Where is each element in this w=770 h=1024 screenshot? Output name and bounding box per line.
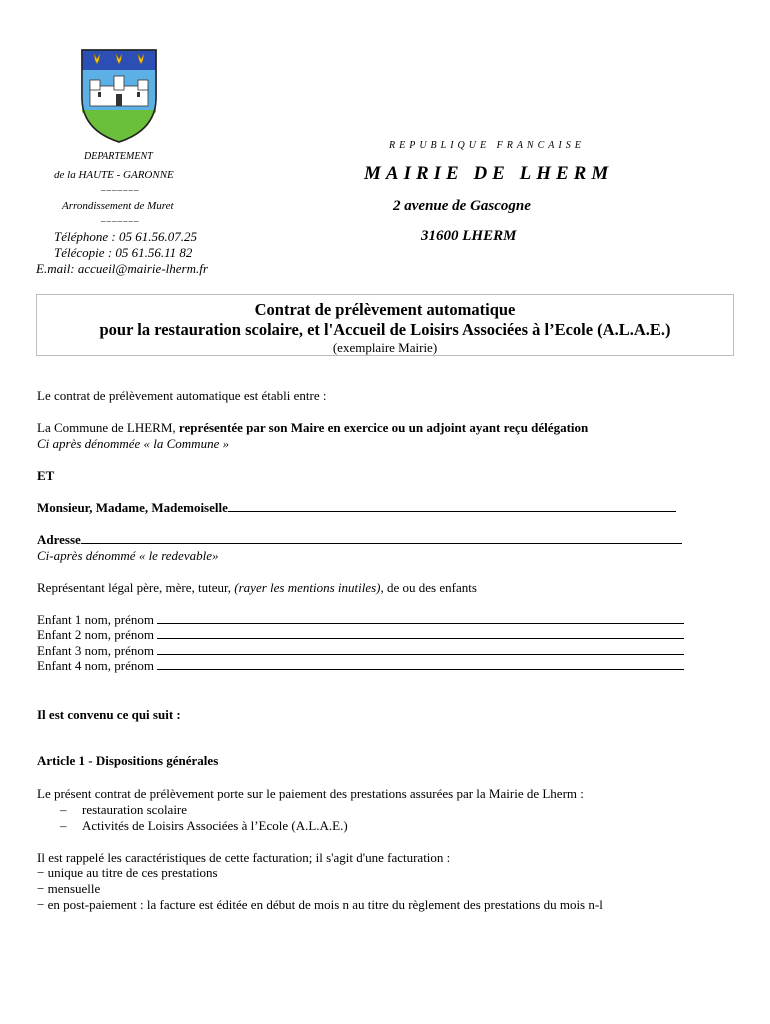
separator-2: _______ xyxy=(101,213,140,223)
facturation-item: − unique au titre de ces prestations xyxy=(37,865,218,880)
enfant-row xyxy=(37,612,684,628)
address-city: 31600 LHERM xyxy=(421,228,517,244)
email-text: E.mail: accueil@mairie-lherm.fr xyxy=(36,261,208,276)
commune-prefix: La Commune de LHERM, xyxy=(37,420,179,435)
contract-title: Contrat de prélèvement automatique xyxy=(254,300,516,319)
facturation-item: − en post-paiement : la facture est éditée en début de mois n au titre du règlement des prestations du mois n-l xyxy=(37,897,603,912)
enfant-row xyxy=(37,643,684,659)
monsieur-field-row xyxy=(37,500,676,516)
article1-item xyxy=(60,818,348,834)
commune-line xyxy=(37,420,588,436)
convenu-heading: Il est convenu ce qui suit : xyxy=(37,707,181,722)
adresse-fill-line[interactable] xyxy=(81,532,682,544)
address-street: 2 avenue de Gascogne xyxy=(393,198,531,214)
commune-named: Ci après dénommée « la Commune » xyxy=(37,436,230,451)
enfant-row xyxy=(37,658,684,674)
representant-italic: (rayer les mentions inutiles) xyxy=(234,580,381,595)
article1-heading: Article 1 - Dispositions générales xyxy=(37,753,219,768)
telephone-text: Téléphone : 05 61.56.07.25 xyxy=(54,229,197,244)
enfant-label: Enfant 3 nom, prénom xyxy=(37,643,154,658)
enfant-fill-line[interactable] xyxy=(157,658,684,670)
enfant-label: Enfant 2 nom, prénom xyxy=(37,627,154,642)
monsieur-fill-line[interactable] xyxy=(228,500,676,512)
enfant-fill-line[interactable] xyxy=(157,627,684,639)
enfant-label: Enfant 4 nom, prénom xyxy=(37,658,154,673)
enfant-label: Enfant 1 nom, prénom xyxy=(37,612,154,627)
contract-subtitle: pour la restauration scolaire, et l'Accueil de Loisirs Associées à l’Ecole (A.L.A.E.) xyxy=(99,320,671,339)
coat-of-arms-logo xyxy=(80,48,158,144)
enfant-fill-line[interactable] xyxy=(157,643,684,655)
haute-garonne-label: de la HAUTE - GARONNE xyxy=(54,169,174,181)
representant-prefix: Représentant légal père, mère, tuteur, xyxy=(37,580,235,595)
facturation-text: Il est rappelé les caractéristiques de cette facturation; il s'agit d'une facturation : xyxy=(37,850,451,865)
contract-title-box xyxy=(36,294,734,356)
departement-label: DEPARTEMENT xyxy=(84,151,153,162)
republique-francaise: REPUBLIQUE FRANCAISE xyxy=(389,140,585,151)
mairie-title: MAIRIE DE LHERM xyxy=(364,163,614,184)
monsieur-label: Monsieur, Madame, Mademoiselle xyxy=(37,500,228,515)
article1-item-label: Activités de Loisirs Associées à l’Ecole (A.L.A.E.) xyxy=(82,818,348,833)
enfant-row xyxy=(37,627,684,643)
exemplaire-label: (exemplaire Mairie) xyxy=(332,340,438,355)
redevable-named: Ci-après dénommé « le redevable» xyxy=(37,548,219,563)
dash-bullet: – xyxy=(60,818,67,833)
commune-representee: représentée par son Maire en exercice ou un adjoint ayant reçu délégation xyxy=(178,420,589,435)
article1-item-label: restauration scolaire xyxy=(82,802,188,817)
separator-1: _______ xyxy=(101,182,140,192)
article1-text: Le présent contrat de prélèvement porte sur le paiement des prestations assurées par la Mairie de Lherm : xyxy=(37,786,584,801)
facturation-item: − mensuelle xyxy=(37,881,101,896)
adresse-label: Adresse xyxy=(37,532,81,547)
telecopie-text: Télécopie : 05 61.56.11 82 xyxy=(54,245,193,260)
adresse-field-row xyxy=(37,532,682,548)
dash-bullet: – xyxy=(60,802,67,817)
representant-suffix: , de ou des enfants xyxy=(380,580,477,595)
article1-item xyxy=(60,802,187,818)
intro-text: Le contrat de prélèvement automatique est établi entre : xyxy=(37,388,327,403)
enfant-fill-line[interactable] xyxy=(157,612,684,624)
et-label: ET xyxy=(37,468,55,483)
representant-line xyxy=(37,580,477,596)
arrondissement-label: Arrondissement de Muret xyxy=(62,200,174,212)
